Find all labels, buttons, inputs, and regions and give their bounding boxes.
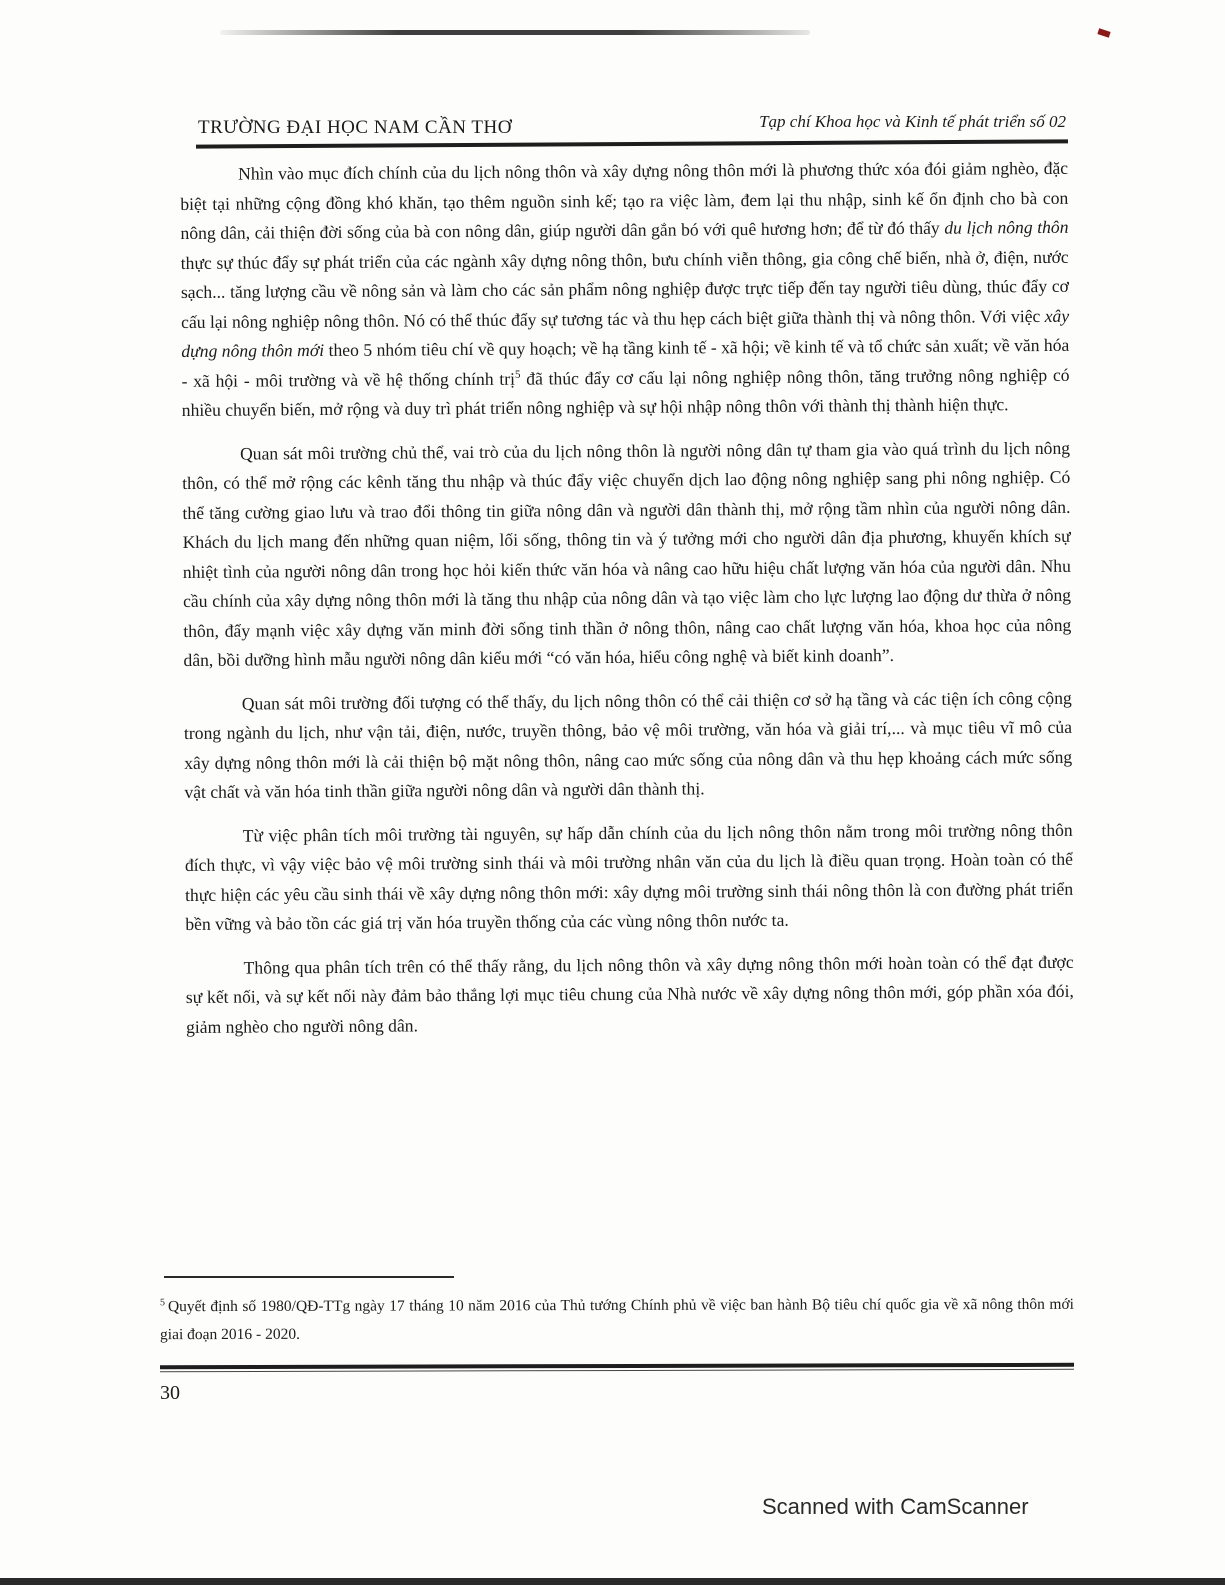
scan-top-shadow <box>220 30 810 35</box>
footnote-text: Quyết định số 1980/QĐ-TTg ngày 17 tháng 10 năm 2016 của Thủ tướng Chính phủ về việc ban hành Bộ tiêu chí quốc gia về xã nông thôn mới giai đoạn 2016 - 2020. <box>160 1295 1074 1344</box>
paragraph-4: Từ việc phân tích môi trường tài nguyên, sự hấp dẫn chính của du lịch nông thôn nằm trong môi trường nông thôn đích thực, vì vậy việc bảo vệ môi trường sinh thái và môi trường nhân văn của du lịch là điều quan trọng. Hoàn toàn có thể thực hiện các yêu cầu sinh thái về xây dựng nông thôn mới: xây dựng môi trường sinh thái nông thôn là con đường phát triển bền vững và bảo tồn các giá trị văn hóa truyền thống của các vùng nông thôn nước ta. <box>184 819 1074 934</box>
paragraph-2: Quan sát môi trường chủ thể, vai trò của du lịch nông thôn là người nông dân tự tham gia vào quá trình du lịch nông thôn, có thể mở rộng các kênh tăng thu nhập và thúc đẩy việc chuyển dịch lao động nông nghiệp sang phi nông nghiệp. Có thể tăng cường giao lưu và trao đổi thông tin giữa nông dân và người dân thành thị, mở rộng tầm nhìn của người nông dân. Khách du lịch mang đến những quan niệm, lối sống, thông tin và ý tưởng mới cho người dân địa phương, khuyến khích sự nhiệt tình của người nông dân trong học hỏi kiến thức văn hóa và nâng cao hữu hiệu chất lượng văn hóa của người dân. Nhu cầu chính của xây dựng nông thôn mới là tăng thu nhập của nông dân và tạo việc làm cho lực lượng lao động dư thừa ở nông thôn, đẩy mạnh việc xây dựng văn minh đời sống tinh thần ở nông thôn, nâng cao chất lượng văn hóa, khoa học của nông dân, bồi dưỡng hình mẫu người nông dân kiểu mới “có văn hóa, hiểu công nghệ và biết kinh doanh”. <box>182 437 1072 670</box>
paragraph-1-part-1: Nhìn vào mục đích chính của du lịch nông thôn và xây dựng nông thôn mới là phương thức xóa đói giảm nghèo, đặc biệt tại những cộng đồng khó khăn, tạo thêm nguồn sinh kế; tạo ra việc làm, đem lại thu nhập, sinh kế ổn định cho bà con nông dân, cải thiện đời sống của bà con nông dân, giúp người dân gắn bó với quê hương hơn; để từ đó thấy <box>180 157 1069 243</box>
paragraph-5: Thông qua phân tích trên có thể thấy rằng, du lịch nông thôn và xây dựng nông thôn mới hoàn toàn có thể đạt được sự kết nối, và sự kết nối này đảm bảo thắng lợi mục tiêu chung của Nhà nước về xây dựng nông thôn mới, góp phần xóa đói, giảm nghèo cho người nông dân. <box>185 951 1074 1037</box>
footnote-mark: 5 <box>159 1297 165 1309</box>
scan-corner-mark <box>1097 28 1110 37</box>
footnote-reference[interactable]: 5 <box>514 368 521 381</box>
scanner-watermark: Scanned with CamScanner <box>762 1494 1029 1519</box>
footnote <box>160 1291 1074 1349</box>
italic-term-new-rural: xây dựng nông thôn mới <box>181 305 1070 361</box>
running-header <box>198 112 1066 142</box>
footnote-separator <box>164 1276 454 1278</box>
paragraph-1 <box>180 154 1070 426</box>
header-journal: Tạp chí Khoa học và Kinh tế phát triển số 02 <box>759 112 1066 131</box>
scan-bottom-edge <box>0 1578 1225 1585</box>
italic-term-rural-tourism: du lịch nông thôn <box>944 216 1069 238</box>
footer-rule-thin <box>160 1369 1074 1372</box>
page-number: 30 <box>160 1382 180 1404</box>
paragraph-1-part-4: đã thúc đẩy cơ cấu lại nông nghiệp nông thôn, tăng trưởng nông nghiệp có nhiều chuyển biến, mở rộng và duy trì phát triển nông nghiệp và sự hội nhập nông thôn với thành thị thành hiện thực. <box>181 364 1070 420</box>
paragraph-3: Quan sát môi trường đối tượng có thể thấy, du lịch nông thôn có thể cải thiện cơ sở hạ tầng và các tiện ích công cộng trong ngành du lịch, như vận tải, điện, nước, truyền thông, bảo vệ môi trường, văn hóa và giải trí,... và mục tiêu vĩ mô của xây dựng nông thôn mới là cải thiện bộ mặt nông thôn, nâng cao mức sống của nông dân và thu hẹp khoảng cách mức sống vật chất và văn hóa tinh thần giữa người nông dân và người dân thành thị. <box>183 687 1073 802</box>
paragraph-1-part-2: thực sự thúc đẩy sự phát triển của các ngành xây dựng nông thôn, bưu chính viễn thông, gia công chế biến, nhà ở, điện, nước sạch... tăng lượng cầu về nông sản và làm cho các sản phẩm nông nghiệp được trực tiếp đến tay người tiêu dùng, thúc đẩy cơ cấu lại nông nghiệp nông thôn. Nó có thể thúc đẩy sự tương tác và thu hẹp cách biệt giữa thành thị và nông thôn. Với việc <box>180 246 1069 332</box>
article-body <box>180 154 1074 1056</box>
header-university: TRƯỜNG ĐẠI HỌC NAM CẦN THƠ <box>198 117 512 138</box>
paragraph-1-part-3: theo 5 nhóm tiêu chí về quy hoạch; về hạ tầng kinh tế - xã hội; về kinh tế và tổ chức sản xuất; về văn hóa - xã hội - môi trường và về hệ thống chính trị <box>181 334 1070 391</box>
